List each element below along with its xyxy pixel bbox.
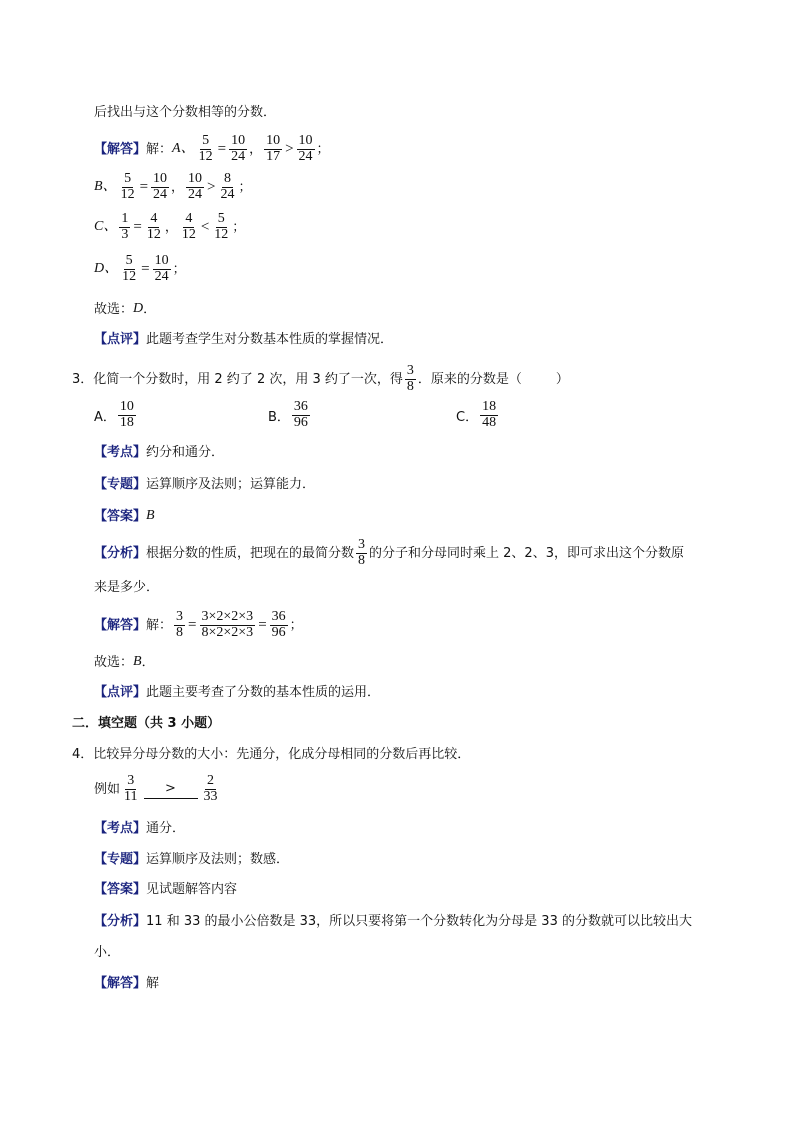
fraction: $\frac{3}{11}$ <box>124 773 138 804</box>
fraction: $\frac{10}{24}$ <box>153 171 168 202</box>
solution-prefix: 解： <box>146 141 173 157</box>
q2-solution-line-c <box>94 212 245 242</box>
q3-stem-text: 3．化简一个分数时，用 2 约了 2 次，用 3 约了一次，得 <box>72 371 403 387</box>
separator: ； <box>238 179 252 195</box>
q2-comment-line <box>94 333 393 346</box>
q3-analysis-line-2: 来是多少． <box>94 580 160 595</box>
comment-tag: 【点评】 <box>94 685 147 700</box>
separator: ， <box>249 141 263 157</box>
operator: = <box>133 218 142 235</box>
answer-value: B <box>146 508 155 523</box>
answer-tag: 【答案】 <box>94 882 147 897</box>
q3-answer-line <box>94 509 155 523</box>
operator: = <box>188 616 197 633</box>
operator: < <box>200 218 210 235</box>
q2-intro-line <box>94 106 276 119</box>
kaodian-tag: 【考点】 <box>94 821 147 836</box>
solution-tag: 【解答】 <box>94 141 147 157</box>
separator: ； <box>232 219 246 235</box>
q3-option-b: B． $\frac{36}{96}$ <box>268 399 308 430</box>
q4-kaodian-line: 【考点】 通分． <box>94 821 186 836</box>
comment-text: 此题考查学生对分数基本性质的掌握情况． <box>146 332 394 347</box>
fraction: $\frac{10}{24}$ <box>188 171 203 202</box>
q3-stem-line: 3．化简一个分数时，用 2 约了 2 次，用 3 约了一次，得 $\frac{3}{8}$ ．原来的分数是（ ） <box>72 363 569 394</box>
separator: ， <box>171 179 185 195</box>
q3-comment-line: 【点评】 此题主要考查了分数的基本性质的运用． <box>94 685 381 700</box>
q4-answer-line: 【答案】 见试题解答内容 <box>94 882 238 897</box>
fraction: $\frac{3}{8}$ <box>358 537 366 568</box>
fraction: $\frac{10}{24}$ <box>298 133 313 164</box>
comment-tag: 【点评】 <box>94 332 147 347</box>
operator: = <box>217 140 227 157</box>
q4-solution-line: 【解答】 解 <box>94 976 160 991</box>
fraction: $\frac{18}{48}$ <box>482 399 497 430</box>
fraction: $\frac{10}{24}$ <box>154 253 169 284</box>
solution-tag: 【解答】 <box>94 976 147 991</box>
q4-zhuanti-line: 【专题】 运算顺序及法则；数感． <box>94 852 290 867</box>
q3-choice-line: 故选： B ． <box>94 654 155 670</box>
q2-solution-line-d <box>94 254 186 284</box>
fraction: $\frac{10}{24}$ <box>231 133 246 164</box>
zhuanti-tag: 【专题】 <box>94 477 147 492</box>
fraction: $\frac{2}{33}$ <box>203 773 218 804</box>
choice-answer: D <box>133 301 144 316</box>
q4-analysis-line-2: 小． <box>94 945 121 960</box>
operator: > <box>207 178 216 195</box>
fraction: $\frac{10}{18}$ <box>119 399 134 430</box>
q3-option-c: C． $\frac{18}{48}$ <box>456 399 497 430</box>
q3-solution-line: 【解答】 解： $\frac{3}{8}$ = $\frac{3\times 2\times 2\times 3}{8\times 2\times 2\times 3}$ = $\frac{36}{96}$ ； <box>94 609 303 640</box>
fraction: $\frac{10}{17}$ <box>266 133 281 164</box>
q4-example-line: 例如 $\frac{3}{11}$ > $\frac{2}{33}$ <box>94 773 218 804</box>
q3-kaodian-line: 【考点】 约分和通分． <box>94 445 225 460</box>
q4-stem-line: 4．比较异分母分数的大小：先通分，化成分母相同的分数后再比较． <box>72 747 471 762</box>
zhuanti-tag: 【专题】 <box>94 852 147 867</box>
fraction: $\frac{36}{96}$ <box>271 609 286 640</box>
option-label: B、 <box>94 179 117 195</box>
option-label: C、 <box>94 219 118 235</box>
fraction: $\frac{4}{12}$ <box>146 211 161 242</box>
solution-tag: 【解答】 <box>94 617 147 633</box>
q3-zhuanti-line: 【专题】 运算顺序及法则；运算能力． <box>94 477 316 492</box>
fraction: $\frac{5}{12}$ <box>198 133 213 164</box>
q2-solution-line-a <box>94 134 330 164</box>
fraction: $\frac{36}{96}$ <box>293 399 308 430</box>
fraction: $\frac{5}{12}$ <box>122 253 137 284</box>
fraction: $\frac{3\times 2\times 2\times 3}{8\times 2\times 2\times 3}$ <box>201 609 254 640</box>
fraction: $\frac{5}{12}$ <box>214 211 229 242</box>
option-label: A、 <box>172 141 195 157</box>
option-label: D、 <box>94 261 119 277</box>
separator: ； <box>316 141 330 157</box>
separator: ， <box>164 219 178 235</box>
fraction: $\frac{3}{8}$ <box>176 609 184 640</box>
fraction: $\frac{8}{24}$ <box>220 171 235 202</box>
q3-option-a: A． $\frac{10}{18}$ <box>94 399 134 430</box>
q2-solution-line-b <box>94 172 252 202</box>
section-title: 二．填空题（共 3 小题） <box>72 716 221 731</box>
fraction: $\frac{1}{3}$ <box>121 211 129 242</box>
operator: = <box>258 616 267 633</box>
operator: > <box>285 140 294 157</box>
operator: = <box>139 178 149 195</box>
analysis-tag: 【分析】 <box>94 545 147 561</box>
kaodian-tag: 【考点】 <box>94 445 147 460</box>
q2-intro-text: 后找出与这个分数相等的分数． <box>94 105 277 120</box>
fraction: $\frac{4}{12}$ <box>181 211 196 242</box>
q3-analysis-line: 【分析】 根据分数的性质，把现在的最简分数 $\frac{3}{8}$ 的分子和分母同时乘上 2、2、3，即可求出这个分数原 <box>94 537 684 568</box>
operator: = <box>141 260 150 277</box>
fraction: $\frac{3}{8}$ <box>406 363 414 394</box>
q4-analysis-line: 【分析】 11 和 33 的最小公倍数是 33，所以只要将第一个分数转化为分母是 33 的分数就可以比较出大 <box>94 914 692 929</box>
choice-answer: B <box>133 654 142 669</box>
answer-tag: 【答案】 <box>94 508 147 524</box>
separator: ； <box>172 261 186 277</box>
analysis-tag: 【分析】 <box>94 914 147 929</box>
fill-in-blank: > <box>144 780 198 799</box>
fraction: $\frac{5}{12}$ <box>120 171 135 202</box>
q2-choice-line: 故选： D ． <box>94 301 157 317</box>
